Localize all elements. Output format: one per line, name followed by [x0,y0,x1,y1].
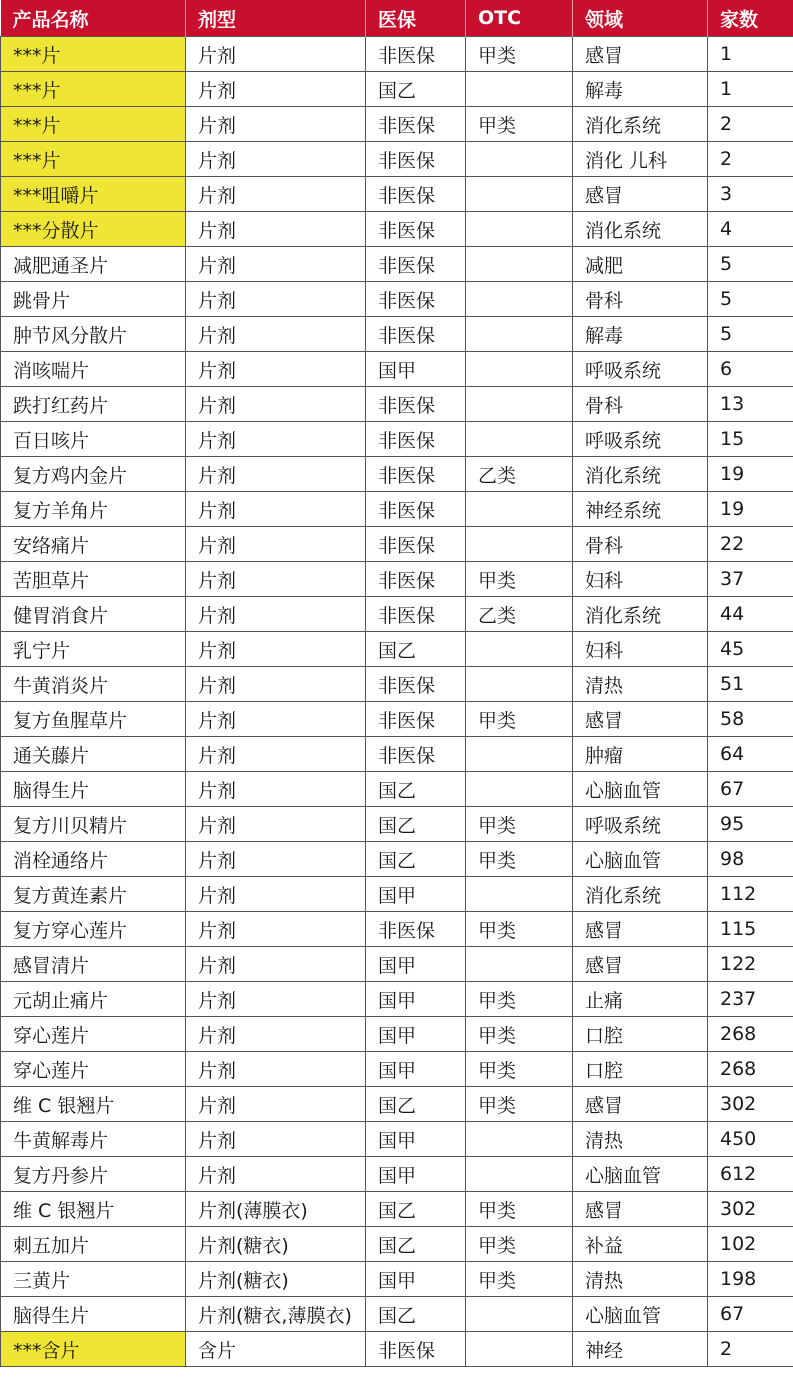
cell-count: 2 [708,107,793,142]
cell-field: 消化系统 [573,107,708,142]
cell-insurance: 国甲 [366,982,466,1017]
cell-dosage-form: 含片 [186,1332,366,1367]
cell-product-name: 减肥通圣片 [1,247,186,282]
cell-dosage-form: 片剂 [186,1052,366,1087]
cell-product-name: 复方穿心莲片 [1,912,186,947]
cell-dosage-form: 片剂 [186,247,366,282]
cell-otc: 甲类 [466,1262,573,1297]
cell-otc: 甲类 [466,107,573,142]
table-row [1,387,793,422]
cell-product-name: 维 C 银翘片 [1,1087,186,1122]
table-row [1,247,793,282]
cell-field: 呼吸系统 [573,352,708,387]
table-body [1,37,793,1367]
cell-field: 解毒 [573,317,708,352]
cell-otc [466,667,573,702]
cell-insurance: 非医保 [366,1332,466,1367]
table-row [1,982,793,1017]
cell-count: 67 [708,772,793,807]
cell-field: 消化系统 [573,597,708,632]
cell-count: 37 [708,562,793,597]
cell-field: 骨科 [573,527,708,562]
cell-field: 清热 [573,1262,708,1297]
cell-field: 清热 [573,1122,708,1157]
cell-otc: 甲类 [466,982,573,1017]
cell-count: 22 [708,527,793,562]
cell-insurance: 非医保 [366,562,466,597]
cell-count: 612 [708,1157,793,1192]
cell-otc: 甲类 [466,912,573,947]
cell-dosage-form: 片剂 [186,1122,366,1157]
header-field: 领域 [573,0,708,37]
cell-otc: 甲类 [466,37,573,72]
cell-dosage-form: 片剂 [186,1087,366,1122]
cell-insurance: 非医保 [366,492,466,527]
cell-field: 清热 [573,667,708,702]
cell-otc [466,632,573,667]
cell-otc: 甲类 [466,1017,573,1052]
cell-insurance: 非医保 [366,107,466,142]
cell-dosage-form: 片剂(糖衣) [186,1227,366,1262]
cell-otc [466,492,573,527]
cell-otc: 甲类 [466,562,573,597]
cell-insurance: 非医保 [366,177,466,212]
cell-insurance: 非医保 [366,142,466,177]
cell-field: 消化 儿科 [573,142,708,177]
cell-field: 骨科 [573,282,708,317]
cell-field: 感冒 [573,702,708,737]
cell-dosage-form: 片剂 [186,212,366,247]
table-row [1,1297,793,1332]
cell-otc [466,877,573,912]
table-row [1,597,793,632]
cell-insurance: 非医保 [366,912,466,947]
cell-insurance: 国乙 [366,1227,466,1262]
cell-field: 骨科 [573,387,708,422]
cell-field: 感冒 [573,1192,708,1227]
cell-product-name: 刺五加片 [1,1227,186,1262]
cell-field: 感冒 [573,1087,708,1122]
cell-product-name: 牛黄消炎片 [1,667,186,702]
cell-product-name: ***片 [1,107,186,142]
cell-product-name: 穿心莲片 [1,1052,186,1087]
cell-field: 心脑血管 [573,772,708,807]
cell-insurance: 国甲 [366,352,466,387]
cell-field: 呼吸系统 [573,807,708,842]
cell-product-name: 肿节风分散片 [1,317,186,352]
cell-otc: 甲类 [466,842,573,877]
cell-count: 98 [708,842,793,877]
cell-otc: 甲类 [466,807,573,842]
cell-otc [466,737,573,772]
cell-count: 51 [708,667,793,702]
cell-product-name: ***片 [1,142,186,177]
table-row [1,352,793,387]
cell-insurance: 非医保 [366,212,466,247]
header-row [1,0,793,37]
cell-otc [466,247,573,282]
cell-product-name: 乳宁片 [1,632,186,667]
cell-count: 95 [708,807,793,842]
header-insurance: 医保 [366,0,466,37]
header-product-name: 产品名称 [1,0,186,37]
table-row [1,702,793,737]
table-row [1,667,793,702]
cell-insurance: 非医保 [366,247,466,282]
cell-count: 102 [708,1227,793,1262]
cell-count: 19 [708,492,793,527]
header-dosage-form: 剂型 [186,0,366,37]
cell-dosage-form: 片剂(薄膜衣) [186,1192,366,1227]
table-row [1,562,793,597]
cell-insurance: 国乙 [366,772,466,807]
cell-field: 神经系统 [573,492,708,527]
cell-field: 妇科 [573,562,708,597]
cell-count: 6 [708,352,793,387]
cell-otc [466,352,573,387]
cell-otc: 甲类 [466,1052,573,1087]
cell-dosage-form: 片剂 [186,597,366,632]
cell-insurance: 国乙 [366,807,466,842]
cell-dosage-form: 片剂 [186,352,366,387]
table-row [1,317,793,352]
cell-insurance: 国甲 [366,1157,466,1192]
cell-field: 感冒 [573,177,708,212]
cell-count: 13 [708,387,793,422]
cell-dosage-form: 片剂 [186,422,366,457]
cell-otc [466,1332,573,1367]
cell-insurance: 非医保 [366,282,466,317]
cell-dosage-form: 片剂 [186,282,366,317]
table-row [1,1122,793,1157]
table-row [1,492,793,527]
cell-product-name: 复方川贝精片 [1,807,186,842]
table-row [1,142,793,177]
table-row [1,1052,793,1087]
cell-count: 44 [708,597,793,632]
cell-otc [466,317,573,352]
cell-otc: 甲类 [466,1087,573,1122]
cell-dosage-form: 片剂 [186,387,366,422]
cell-insurance: 非医保 [366,667,466,702]
cell-dosage-form: 片剂(糖衣,薄膜衣) [186,1297,366,1332]
cell-field: 神经 [573,1332,708,1367]
cell-otc: 甲类 [466,1192,573,1227]
cell-product-name: 穿心莲片 [1,1017,186,1052]
cell-dosage-form: 片剂 [186,842,366,877]
cell-field: 解毒 [573,72,708,107]
cell-product-name: ***咀嚼片 [1,177,186,212]
cell-dosage-form: 片剂 [186,37,366,72]
cell-dosage-form: 片剂 [186,317,366,352]
cell-count: 198 [708,1262,793,1297]
cell-count: 58 [708,702,793,737]
cell-count: 112 [708,877,793,912]
cell-product-name: 三黄片 [1,1262,186,1297]
cell-dosage-form: 片剂 [186,807,366,842]
cell-insurance: 国乙 [366,72,466,107]
cell-insurance: 国乙 [366,1297,466,1332]
table-row [1,632,793,667]
cell-count: 237 [708,982,793,1017]
cell-otc [466,387,573,422]
cell-product-name: 脑得生片 [1,1297,186,1332]
cell-otc [466,1157,573,1192]
table-row [1,877,793,912]
cell-dosage-form: 片剂 [186,492,366,527]
cell-field: 口腔 [573,1017,708,1052]
table-row [1,107,793,142]
cell-otc [466,142,573,177]
cell-product-name: 安络痛片 [1,527,186,562]
cell-insurance: 国乙 [366,632,466,667]
cell-field: 心脑血管 [573,842,708,877]
cell-count: 67 [708,1297,793,1332]
cell-product-name: 元胡止痛片 [1,982,186,1017]
cell-otc [466,1122,573,1157]
cell-otc: 甲类 [466,1227,573,1262]
cell-product-name: 复方黄连素片 [1,877,186,912]
table-row [1,912,793,947]
cell-count: 2 [708,1332,793,1367]
table-row [1,422,793,457]
cell-otc [466,1297,573,1332]
cell-count: 115 [708,912,793,947]
cell-insurance: 非医保 [366,702,466,737]
cell-insurance: 国甲 [366,1122,466,1157]
table-row [1,72,793,107]
cell-count: 302 [708,1192,793,1227]
table-row [1,457,793,492]
cell-product-name: 消咳喘片 [1,352,186,387]
cell-dosage-form: 片剂 [186,142,366,177]
table-row [1,842,793,877]
cell-insurance: 非医保 [366,597,466,632]
table-row [1,37,793,72]
cell-otc: 甲类 [466,702,573,737]
cell-count: 45 [708,632,793,667]
cell-count: 302 [708,1087,793,1122]
cell-field: 消化系统 [573,877,708,912]
cell-insurance: 国甲 [366,1052,466,1087]
cell-field: 补益 [573,1227,708,1262]
cell-dosage-form: 片剂 [186,1157,366,1192]
cell-count: 122 [708,947,793,982]
cell-count: 2 [708,142,793,177]
table-row [1,1227,793,1262]
cell-dosage-form: 片剂 [186,667,366,702]
header-count: 家数 [708,0,793,37]
cell-product-name: 复方丹参片 [1,1157,186,1192]
cell-count: 1 [708,72,793,107]
cell-dosage-form: 片剂 [186,562,366,597]
cell-field: 消化系统 [573,212,708,247]
cell-dosage-form: 片剂 [186,107,366,142]
table-header [1,0,793,37]
cell-otc [466,72,573,107]
cell-product-name: ***片 [1,72,186,107]
cell-count: 5 [708,247,793,282]
table-row [1,177,793,212]
cell-count: 268 [708,1017,793,1052]
cell-product-name: 牛黄解毒片 [1,1122,186,1157]
cell-count: 64 [708,737,793,772]
cell-otc [466,177,573,212]
cell-product-name: 苦胆草片 [1,562,186,597]
cell-count: 450 [708,1122,793,1157]
table-row [1,737,793,772]
cell-otc: 乙类 [466,597,573,632]
table-row [1,947,793,982]
cell-field: 感冒 [573,947,708,982]
cell-dosage-form: 片剂 [186,527,366,562]
cell-insurance: 国甲 [366,1262,466,1297]
table-row [1,1017,793,1052]
cell-dosage-form: 片剂 [186,877,366,912]
cell-field: 心脑血管 [573,1297,708,1332]
cell-insurance: 非医保 [366,737,466,772]
cell-otc [466,212,573,247]
cell-insurance: 非医保 [366,527,466,562]
cell-count: 5 [708,317,793,352]
cell-count: 3 [708,177,793,212]
cell-field: 呼吸系统 [573,422,708,457]
cell-dosage-form: 片剂(糖衣) [186,1262,366,1297]
cell-dosage-form: 片剂 [186,457,366,492]
cell-insurance: 非医保 [366,457,466,492]
cell-product-name: 跳骨片 [1,282,186,317]
cell-otc [466,282,573,317]
cell-dosage-form: 片剂 [186,772,366,807]
cell-product-name: 通关藤片 [1,737,186,772]
table-row [1,527,793,562]
cell-count: 4 [708,212,793,247]
cell-dosage-form: 片剂 [186,982,366,1017]
cell-field: 消化系统 [573,457,708,492]
cell-product-name: 复方羊角片 [1,492,186,527]
cell-dosage-form: 片剂 [186,912,366,947]
cell-field: 肿瘤 [573,737,708,772]
cell-otc [466,947,573,982]
table-row [1,772,793,807]
cell-dosage-form: 片剂 [186,947,366,982]
cell-otc [466,527,573,562]
cell-dosage-form: 片剂 [186,1017,366,1052]
cell-otc: 乙类 [466,457,573,492]
table-row [1,1262,793,1297]
cell-insurance: 国甲 [366,1017,466,1052]
cell-product-name: 跌打红药片 [1,387,186,422]
cell-product-name: 脑得生片 [1,772,186,807]
cell-dosage-form: 片剂 [186,632,366,667]
cell-product-name: 复方鱼腥草片 [1,702,186,737]
cell-count: 1 [708,37,793,72]
cell-field: 心脑血管 [573,1157,708,1192]
cell-field: 感冒 [573,37,708,72]
cell-count: 5 [708,282,793,317]
cell-field: 感冒 [573,912,708,947]
cell-insurance: 非医保 [366,387,466,422]
table-row [1,807,793,842]
table-row [1,1332,793,1367]
table-row [1,1157,793,1192]
cell-insurance: 国甲 [366,947,466,982]
cell-field: 止痛 [573,982,708,1017]
cell-insurance: 国甲 [366,877,466,912]
cell-count: 19 [708,457,793,492]
cell-insurance: 非医保 [366,37,466,72]
cell-product-name: ***分散片 [1,212,186,247]
table-row [1,1087,793,1122]
cell-field: 减肥 [573,247,708,282]
table-row [1,1192,793,1227]
cell-dosage-form: 片剂 [186,702,366,737]
cell-field: 妇科 [573,632,708,667]
cell-product-name: ***片 [1,37,186,72]
cell-count: 268 [708,1052,793,1087]
cell-product-name: 健胃消食片 [1,597,186,632]
cell-product-name: 百日咳片 [1,422,186,457]
cell-dosage-form: 片剂 [186,177,366,212]
cell-insurance: 国乙 [366,1192,466,1227]
cell-product-name: 消栓通络片 [1,842,186,877]
cell-insurance: 国乙 [366,1087,466,1122]
cell-otc [466,772,573,807]
cell-insurance: 国乙 [366,842,466,877]
header-otc: OTC [466,0,573,37]
cell-product-name: ***含片 [1,1332,186,1367]
cell-insurance: 非医保 [366,317,466,352]
cell-dosage-form: 片剂 [186,72,366,107]
cell-dosage-form: 片剂 [186,737,366,772]
cell-product-name: 维 C 银翘片 [1,1192,186,1227]
table-row [1,212,793,247]
cell-insurance: 非医保 [366,422,466,457]
cell-count: 15 [708,422,793,457]
cell-otc [466,422,573,457]
cell-field: 口腔 [573,1052,708,1087]
table-row [1,282,793,317]
cell-product-name: 复方鸡内金片 [1,457,186,492]
cell-product-name: 感冒清片 [1,947,186,982]
